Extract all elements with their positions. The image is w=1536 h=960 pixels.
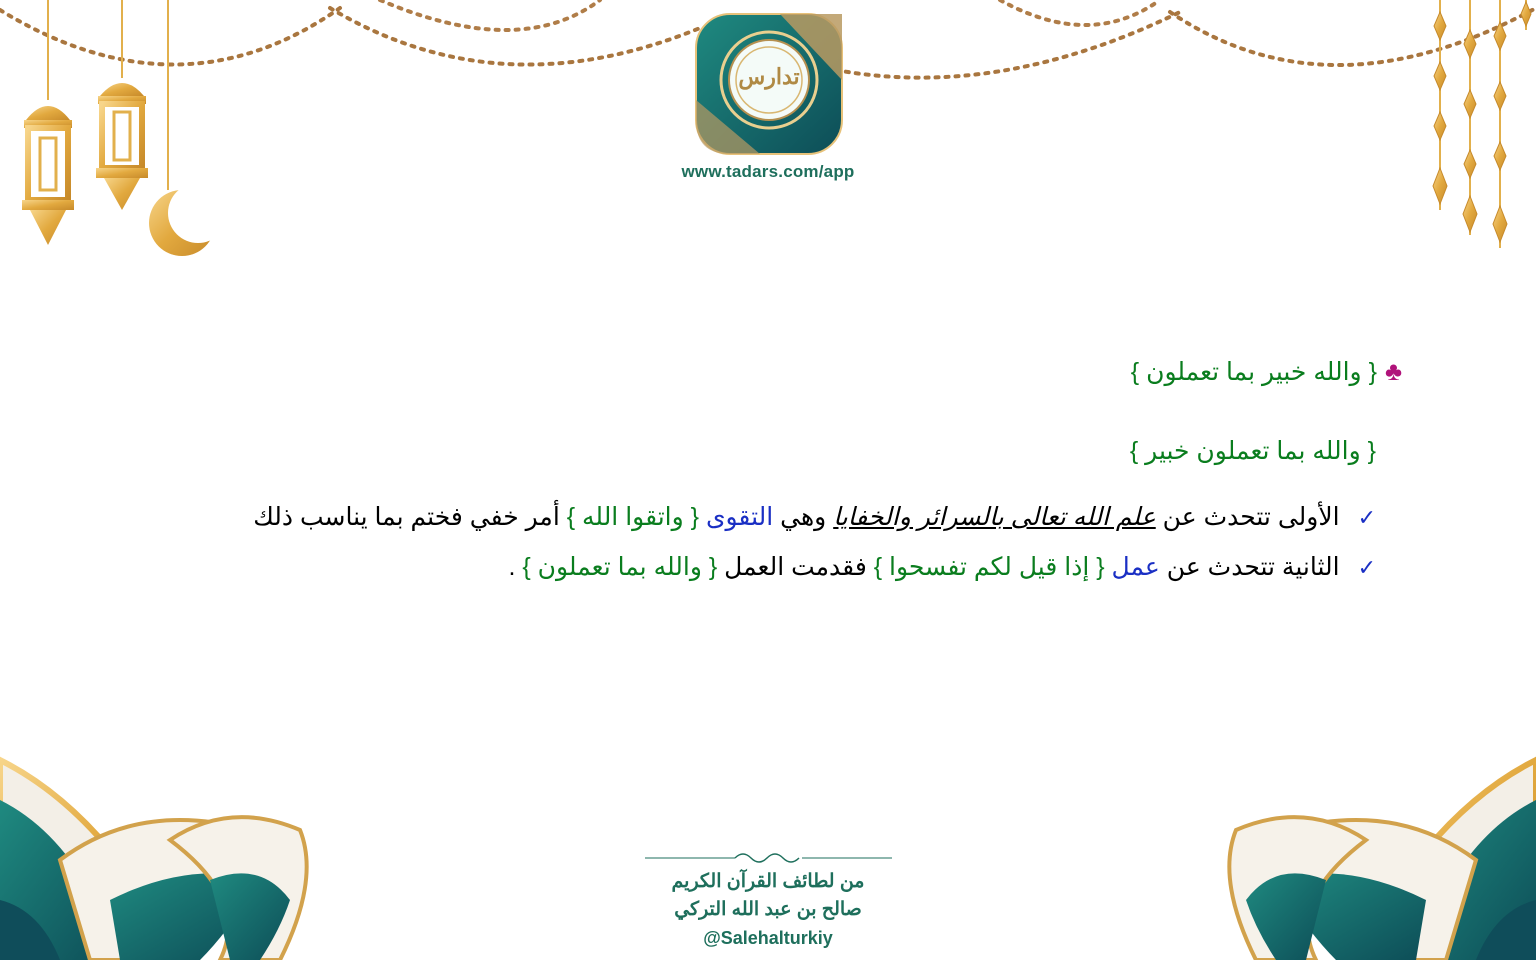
logo-url-link[interactable]: www.tadars.com/app [681,162,855,181]
point-two-text: . [508,553,523,581]
footer-divider [645,854,892,862]
point-two-text: الثانية تتحدث عن [1159,553,1340,581]
crescent-moon-icon [149,0,228,256]
point-two-verse: { إذا قيل لكم تفسحوا } [873,553,1105,581]
checkmark-icon: ✓ [1357,505,1376,530]
footer-author: صالح بن عبد الله التركي [674,899,862,920]
point-two [508,552,1376,582]
point-one-text: الأولى تتحدث عن [1155,503,1340,531]
second-verse-line [1130,436,1376,466]
lantern-left-icon [22,0,74,245]
lantern-right-icon [96,0,148,210]
second-verse: { والله بما تعملون خبير } [1129,437,1376,465]
point-one-emphasis: علم الله تعالى بالسرائر والخفايا [833,503,1156,531]
flower-ornament-left-icon [0,760,307,960]
club-bullet-icon: ♣ [1384,356,1402,386]
point-one-text: أمر خفي فختم بما يناسب ذلك [253,503,567,531]
footer-handle: @Salehalturkiy [703,928,833,948]
point-two-verse: { والله بما تعملون } [522,553,718,581]
heading-verse: { والله خبير بما تعملون } [1130,358,1377,386]
logo-text: تدارس [738,64,800,90]
flower-ornament-right-icon [1229,760,1536,960]
point-one-verse: { واتقوا الله } [566,503,699,531]
heading-line [1131,356,1402,387]
point-one-keyword: التقوى [705,503,774,531]
point-two-keyword: عمل [1111,553,1160,581]
point-one-text [699,503,706,531]
point-one [253,502,1376,532]
checkmark-icon: ✓ [1357,555,1376,580]
footer-series-title: من لطائف القرآن الكريم [671,871,865,892]
hanging-diamonds-icon [1433,0,1531,248]
point-two-text: فقدمت العمل [717,553,874,581]
point-two-text [1105,553,1112,581]
point-one-text: وهي [773,503,834,531]
